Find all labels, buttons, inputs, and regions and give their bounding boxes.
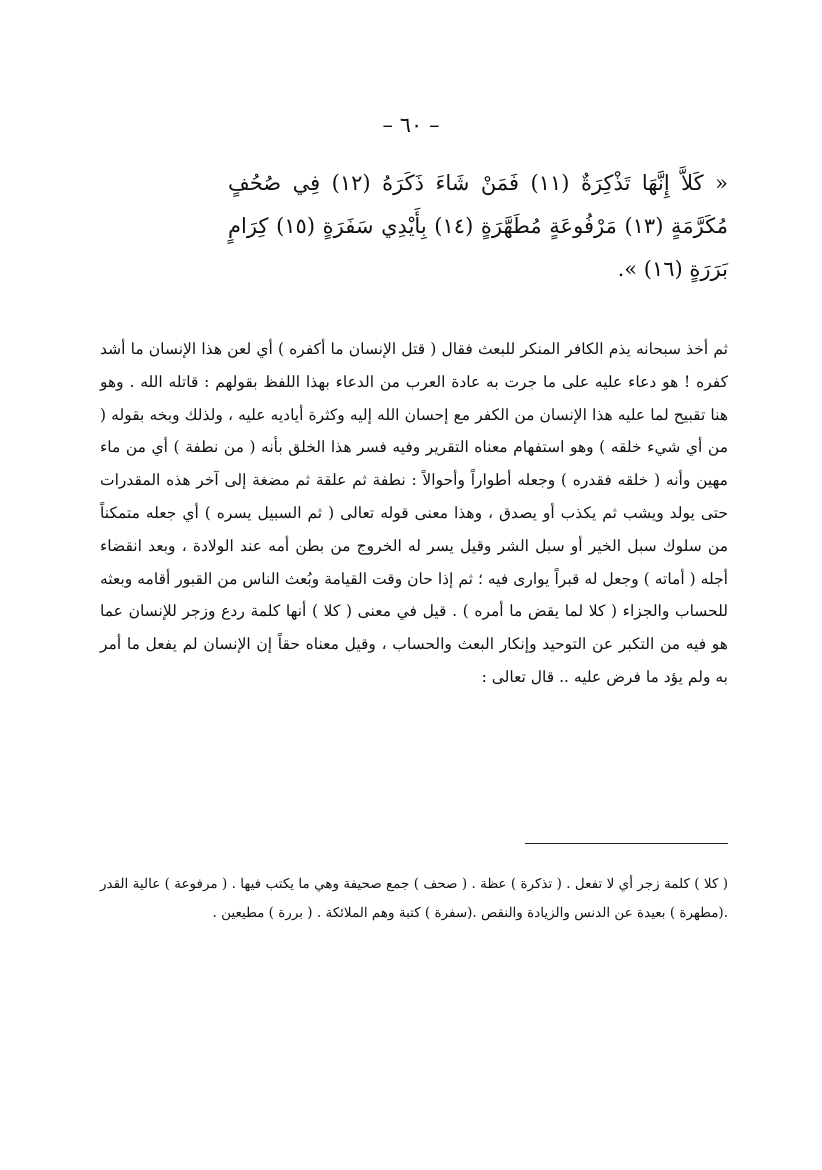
footnote-glossary: ( كلا ) كلمة زجر أي لا تفعل . ( تذكرة ) عظة . ( صحف ) جمع صحيفة وهي ما يكتب فيها . ( مرفوعة ) عالية القدر .(مطهرة ) بعيدة عن الدنس والزيادة والنقص .(سفرة ) كتبة وهم الملائكة . ( بررة ) مطيعين .: [100, 876, 728, 921]
footnote-divider: [525, 843, 728, 844]
page-number: – ٦٠ –: [382, 113, 440, 137]
quran-verse-block: « كَلاَّ إِنَّهَا تَذْكِرَةٌ (١١) فَمَنْ شَاءَ ذَكَرَهُ (١٢) فِي صُحُفٍ مُكَرَّمَةٍ (١٣) مَرْفُوعَةٍ مُطَهَّرَةٍ (١٤) بِأَيْدِي سَفَرَةٍ (١٥) كِرَامٍ بَرَرَةٍ (١٦) ».: [228, 171, 729, 281]
commentary-paragraph: ثم أخذ سبحانه يذم الكافر المنكر للبعث فقال ( قتل الإنسان ما أكفره ) أي لعن هذا الإنسان ما أشد كفره ! هو دعاء عليه على ما جرت به عادة العرب من الدعاء بهذا اللفظ بقولهم : قاتله الله . وهو هنا تقبيح لما عليه هذا الإنسان من الكفر مع إحسان الله إليه وكثرة أياديه عليه ، ولذلك وبخه بقوله ( من أي شيء خلقه ) وهو استفهام معناه التقرير وفيه فسر هذا الخلق بأنه ( من نطفة ) أي من ماء مهين وأنه ( خلقه فقدره ) وجعله أطواراً وأحوالاً : نطفة ثم علقة ثم مضغة إلى آخر هذه المقدرات حتى يولد ويشب ثم يكذب أو يصدق ، وهذا معنى قوله تعالى ( ثم السبيل يسره ) أي جعله متمكناً من سلوك سبل الخير أو سبل الشر وقيل يسر له الخروج من بطن أمه عند الولادة ، وبعد انقضاء أجله ( أماته ) وجعل له قبراً يوارى فيه ؛ ثم إذا حان وقت القيامة وبُعث الناس من القبور أقامه وبعثه للحساب والجزاء ( كلا لما يقض ما أمره ) . قيل في معنى ( كلا ) أنها كلمة ردع وزجر للإنسان عما هو فيه من التكبر عن التوحيد وإنكار البعث والحساب ، وقيل معناه حقاً إن الإنسان لم يفعل ما أمر به ولم يؤد ما فرض عليه .. قال تعالى :: [100, 340, 728, 686]
